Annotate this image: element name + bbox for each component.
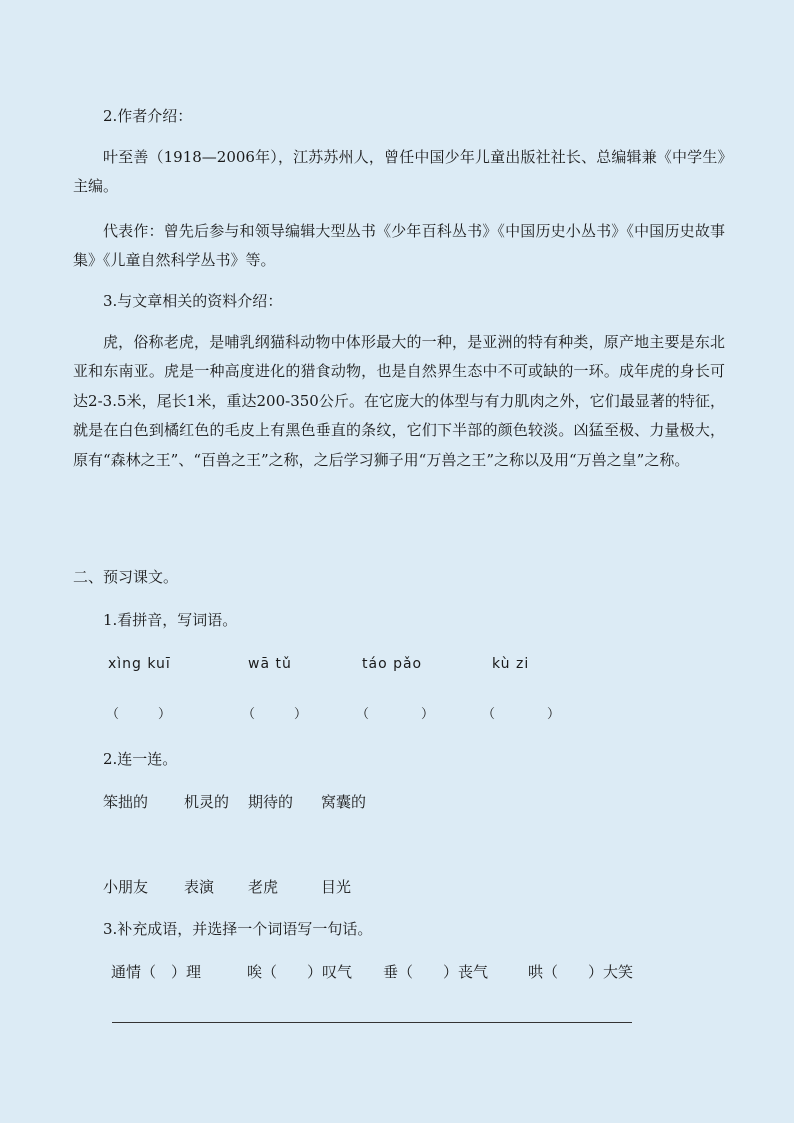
match-word-top[interactable]: 机灵的 xyxy=(184,793,230,811)
match-word-bottom[interactable]: 小朋友 xyxy=(103,878,149,896)
author-heading: 2.作者介绍： xyxy=(103,107,193,125)
pinyin-item: kù zi xyxy=(492,656,530,672)
match-word-bottom[interactable]: 表演 xyxy=(184,878,215,896)
answer-blank[interactable]: （ ） xyxy=(106,707,172,722)
question-pinyin-heading: 1.看拼音，写词语。 xyxy=(103,611,238,629)
idiom-item[interactable]: 垂（ ）丧气 xyxy=(383,963,489,981)
idiom-item[interactable]: 哄（ ）大笑 xyxy=(528,963,634,981)
pinyin-item: wā tǔ xyxy=(248,656,292,672)
idiom-item[interactable]: 唉（ ）叹气 xyxy=(247,963,353,981)
match-word-top[interactable]: 笨拙的 xyxy=(103,793,149,811)
section-two-heading: 二、预习课文。 xyxy=(73,568,179,586)
tiger-description: 虎，俗称老虎，是哺乳纲猫科动物中体形最大的一种，是亚洲的特有种类，原产地主要是东北亚和东南亚。虎是一种高度进化的猎食动物，也是自然界生态中不可或缺的一环。成年虎的身长可达2-3.5米，尾长1米，重达200-350公斤。在它庞大的体型与有力肌肉之外，它们最显著的特征，就是在白色到橘红色的毛皮上有黑色垂直的条纹，它们下半部的颜色较淡。凶猛至极、力量极大，原有“森林之王”、“百兽之王”之称，之后学习狮子用“万兽之王”之称以及用“万兽之皇”之称。 xyxy=(73,333,725,469)
author-bio: 叶至善（1918—2006年），江苏苏州人，曾任中国少年儿童出版社社长、总编辑兼《中学生》主编。 xyxy=(73,148,725,196)
question-match-heading: 2.连一连。 xyxy=(103,750,178,768)
sentence-answer-line[interactable] xyxy=(112,1022,632,1023)
pinyin-item: táo pǎo xyxy=(362,656,423,672)
pinyin-item: xìng kuī xyxy=(108,656,171,672)
match-word-top[interactable]: 窝囊的 xyxy=(321,793,367,811)
answer-blank[interactable]: （ ） xyxy=(356,707,435,722)
match-word-bottom[interactable]: 目光 xyxy=(321,878,352,896)
material-heading: 3.与文章相关的资料介绍： xyxy=(103,292,283,310)
answer-blank[interactable]: （ ） xyxy=(482,707,561,722)
question-idiom-heading: 3.补充成语，并选择一个词语写一句话。 xyxy=(103,920,373,938)
match-word-bottom[interactable]: 老虎 xyxy=(248,878,279,896)
representative-works: 代表作：曾先后参与和领导编辑大型丛书《少年百科丛书》《中国历史小丛书》《中国历史故事集》《儿童自然科学丛书》等。 xyxy=(73,222,725,270)
answer-blank[interactable]: （ ） xyxy=(242,707,308,722)
match-word-top[interactable]: 期待的 xyxy=(248,793,294,811)
idiom-item[interactable]: 通情（ ）理 xyxy=(111,963,202,981)
